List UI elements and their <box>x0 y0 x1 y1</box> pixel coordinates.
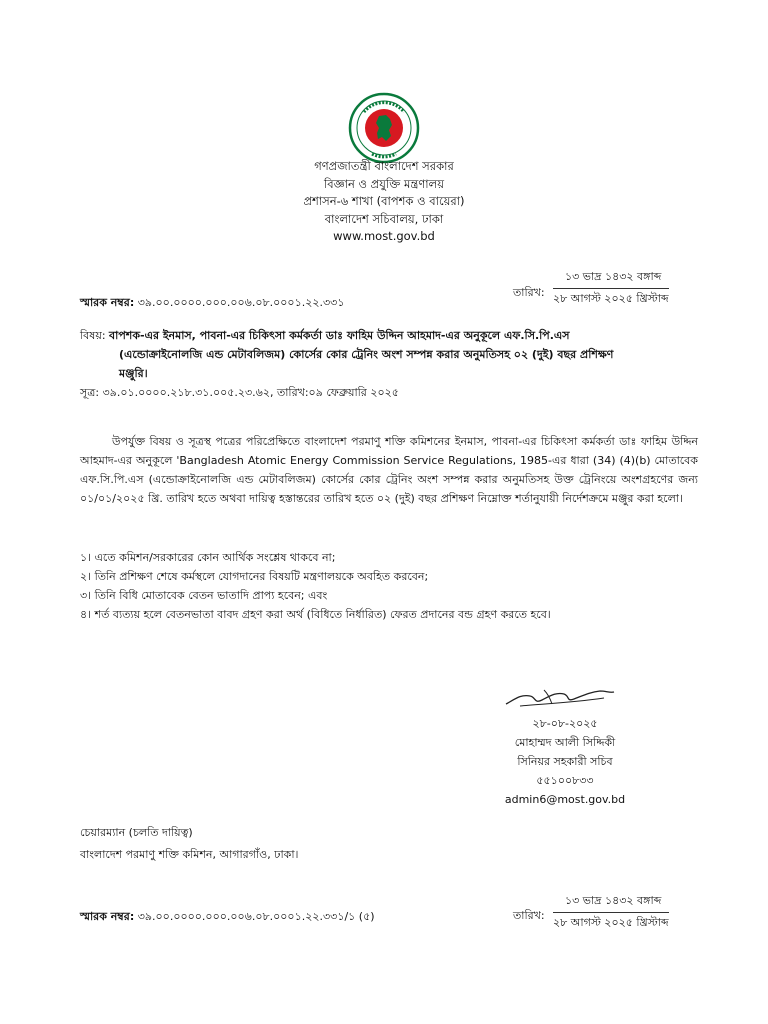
memo-number-label: স্মারক নম্বর: <box>80 296 135 309</box>
memo-date <box>553 270 669 306</box>
list-item: ২। তিনি প্রশিক্ষণ শেষে কর্মস্থলে যোগদানের বিষয়টি মন্ত্রণালয়কে অবহিত করবেন; <box>80 570 429 583</box>
recipient-address: বাংলাদেশ পরমাণু শক্তি কমিশন, আগারগাঁও, ঢাকা। <box>80 848 299 861</box>
subject-line-1: বাপশক-এর ইনমাস, পাবনা-এর চিকিৎসা কর্মকর্তা ডাঃ ফাহিম উদ্দিন আহমাদ-এর অনুকূলে এফ.সি.পি.এস <box>109 329 570 342</box>
recipient-block <box>80 822 298 866</box>
memo-date-copy <box>553 894 669 930</box>
signatory-block <box>460 714 670 809</box>
ministry-name: বিজ্ঞান ও প্রযুক্তি মন্ত্রণালয় <box>323 176 444 191</box>
reference-line: সূত্র: ৩৯.০১.০০০০.২১৮.৩১.০০৫.২৩.৬২, তারিখ:০৯ ফেব্রুয়ারি ২০২৫ <box>80 386 399 399</box>
handwritten-signature <box>500 682 620 716</box>
conditions-list <box>80 548 700 624</box>
body-paragraph: উপর্যুক্ত বিষয় ও সূত্রস্থ পত্রের পরিপ্রেক্ষিতে বাংলাদেশ পরমাণু শক্তি কমিশনের ইনমাস, পাবনা-এর চিকিৎসা কর্মকর্তা ডাঃ ফাহিম উদ্দিন আহমাদ-এর অনুকূলে 'Bangladesh Atomic Energy Commission Service Regulations, 1985-এর ধারা (34) (4)(b) মোতাবেক এফ.সি.পি.এস (এন্ডোক্রাইনোলজি এন্ড মেটাবলিজম) কোর্সের কোর ট্রেনিং অংশ সম্পন্ন করার অনুমতিসহ উক্ত ট্রেনিংয়ে অংশগ্রহণের জন্য ০১/০১/২০২৫ খ্রি. তারিখ হতে অথবা দায়িত্ব হস্তান্তরের তারিখ হতে ০২ (দুই) বছর প্রশিক্ষণ নিম্নোক্ত শর্তানুযায়ী নির্দেশক্রমে মঞ্জুর করা হলো। <box>80 435 698 505</box>
signatory-name: মোহাম্মদ আলী সিদ্দিকী <box>514 736 616 749</box>
signatory-email[interactable]: admin6@most.gov.bd <box>504 793 626 806</box>
signatory-phone: ৫৫১০০৮৩৩ <box>536 774 594 787</box>
date-label: তারিখ: <box>513 909 545 922</box>
date-bangla: ১৩ ভাদ্র ১৪৩২ বঙ্গাব্দ <box>565 894 662 907</box>
subject-line-2: (এন্ডোক্রাইনোলজি এন্ড মেটাবলিজম) কোর্সের কোর ট্রেনিং অংশ সম্পন্ন করার অনুমতিসহ ০২ (দুই) বছর প্রশিক্ষণ <box>119 348 614 361</box>
memo-number-value: ৩৯.০০.০০০০.০০০.০০৬.০৮.০০০১.২২.৩৩১ <box>137 296 345 309</box>
memo-number-row <box>80 294 344 313</box>
date-english: ২৮ আগস্ট ২০২৫ খ্রিস্টাব্দ <box>553 912 669 930</box>
date-bangla: ১৩ ভাদ্র ১৪৩২ বঙ্গাব্দ <box>565 270 662 283</box>
branch-name: প্রশাসন-৬ শাখা (বাপশক ও বায়েরা) <box>303 194 465 208</box>
list-item: ৩। তিনি বিধি মোতাবেক বেতন ভাতাদি প্রাপ্য হবেন; এবং <box>80 589 328 602</box>
memo-number-row-copy <box>80 908 375 927</box>
memo-number-value: ৩৯.০০.০০০০.০০০.০০৬.০৮.০০০১.২২.৩৩১/১ (৫) <box>137 910 375 923</box>
list-item: ১। এতে কমিশন/সরকারের কোন আর্থিক সংশ্লেষ থাকবে না; <box>80 551 336 564</box>
recipient-title: চেয়ারম্যান (চলতি দায়িত্ব) <box>80 826 193 839</box>
memo-number-label: স্মারক নম্বর: <box>80 910 135 923</box>
subject-line-3: মঞ্জুরি। <box>119 367 148 380</box>
office-address: বাংলাদেশ সচিবালয়, ঢাকা <box>324 211 444 226</box>
website-link[interactable]: www.most.gov.bd <box>333 229 435 243</box>
government-seal-logo <box>348 92 420 164</box>
date-label: তারিখ: <box>513 286 545 299</box>
subject-label: বিষয়: <box>80 329 106 342</box>
list-item: ৪। শর্ত ব্যত্যয় হলে বেতনভাতা বাবদ গ্রহণ করা অর্থ (বিধিতে নির্ধারিত) ফেরত প্রদানের বন্ড গ্রহণ করতে হবে। <box>80 608 551 621</box>
subject-block <box>80 326 700 383</box>
date-english: ২৮ আগস্ট ২০২৫ খ্রিস্টাব্দ <box>553 288 669 306</box>
signatory-designation: সিনিয়র সহকারী সচিব <box>517 755 613 768</box>
government-name: গণপ্রজাতন্ত্রী বাংলাদেশ সরকার <box>314 159 454 173</box>
letterhead <box>0 158 768 246</box>
signature-date: ২৮-০৮-২০২৫ <box>532 717 598 730</box>
